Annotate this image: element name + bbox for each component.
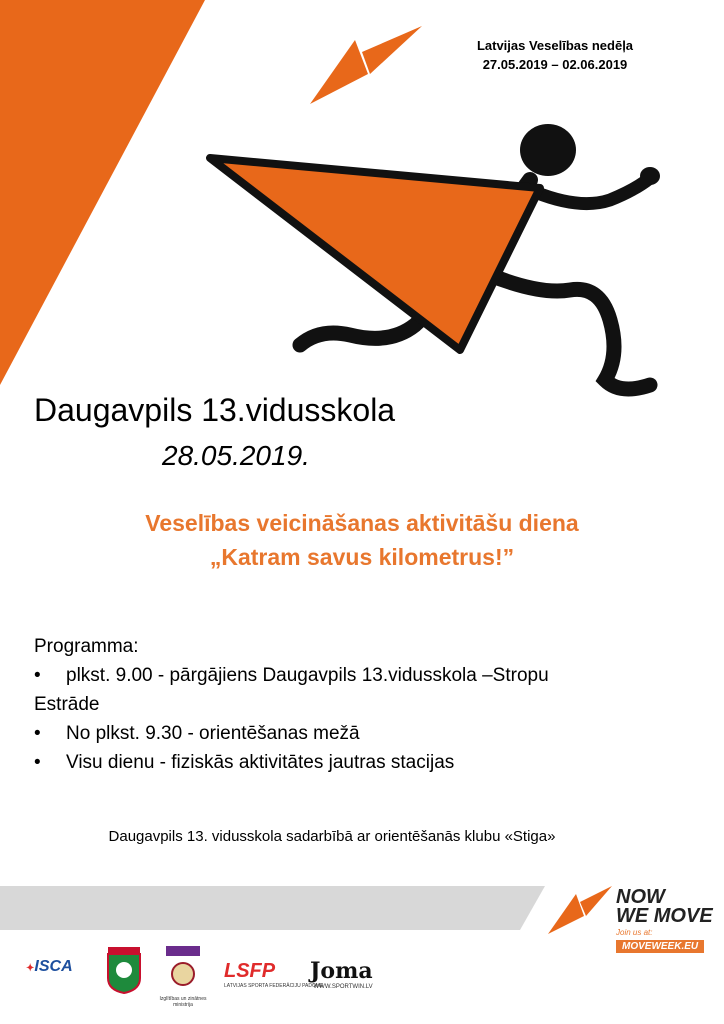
program-item-text: Visu dienu - fiziskās aktivitātes jautras stacijas bbox=[66, 752, 455, 773]
program-heading: Programma: bbox=[34, 636, 139, 657]
isca-logo: ✦ISCA bbox=[26, 958, 73, 975]
isca-logo-text: ISCA bbox=[34, 958, 73, 975]
lsfp-logo bbox=[224, 960, 323, 989]
lsfp-logo-text: LSFP bbox=[224, 960, 276, 982]
runner-figure-icon bbox=[200, 110, 670, 400]
lisa-logo-icon bbox=[106, 946, 142, 994]
joma-logo bbox=[310, 958, 373, 990]
bullet-icon: • bbox=[34, 723, 41, 744]
program-item bbox=[34, 719, 624, 748]
now-we-move-line-1: NOW bbox=[616, 886, 665, 908]
program-section bbox=[34, 632, 624, 777]
ministry-caption: Izglītības un zinātnes ministrija bbox=[159, 996, 207, 1008]
bullet-icon: • bbox=[34, 665, 41, 686]
now-we-move-logo-icon bbox=[546, 884, 616, 938]
ministry-crest-icon bbox=[166, 946, 200, 994]
school-title: Daugavpils 13.vidusskola bbox=[34, 392, 396, 428]
now-we-move-line-2: WE MOVE bbox=[616, 905, 713, 927]
gray-band bbox=[0, 886, 560, 934]
program-item-continuation: Estrāde bbox=[34, 694, 100, 715]
joma-caption: WWW.SPORTWIN.LV bbox=[313, 984, 373, 990]
footer-note: Daugavpils 13. vidusskola sadarbībā ar orientēšanās klubu «Stiga» bbox=[108, 828, 556, 845]
now-we-move-text bbox=[616, 888, 713, 926]
moveweek-site-label: MOVEWEEK.EU bbox=[616, 940, 704, 953]
event-name-line-1: Veselības veicināšanas aktivitāšu diena bbox=[145, 510, 579, 536]
bullet-icon: • bbox=[34, 752, 41, 773]
join-us-label: Join us at: bbox=[616, 928, 653, 937]
date-range: 27.05.2019 – 02.06.2019 bbox=[482, 57, 628, 72]
orange-corner-shape bbox=[0, 0, 230, 390]
event-week-title: Latvijas Veselības nedēļa bbox=[476, 38, 634, 53]
event-date: 28.05.2019. bbox=[162, 440, 310, 471]
moveweek-small-logo-icon bbox=[300, 22, 430, 112]
program-item bbox=[34, 661, 624, 690]
program-item-text: plkst. 9.00 - pārgājiens Daugavpils 13.vidusskola –Stropu bbox=[66, 665, 549, 686]
program-item bbox=[34, 748, 624, 777]
event-name bbox=[0, 506, 724, 574]
joma-logo-text: Joma bbox=[310, 958, 373, 984]
lsfp-caption: LATVIJAS SPORTA FEDERĀCIJU PADOME bbox=[224, 983, 324, 989]
program-item-text: No plkst. 9.30 - orientēšanas mežā bbox=[66, 723, 360, 744]
header-block bbox=[430, 36, 680, 74]
event-name-line-2: „Katram savus kilometrus!” bbox=[209, 544, 515, 570]
